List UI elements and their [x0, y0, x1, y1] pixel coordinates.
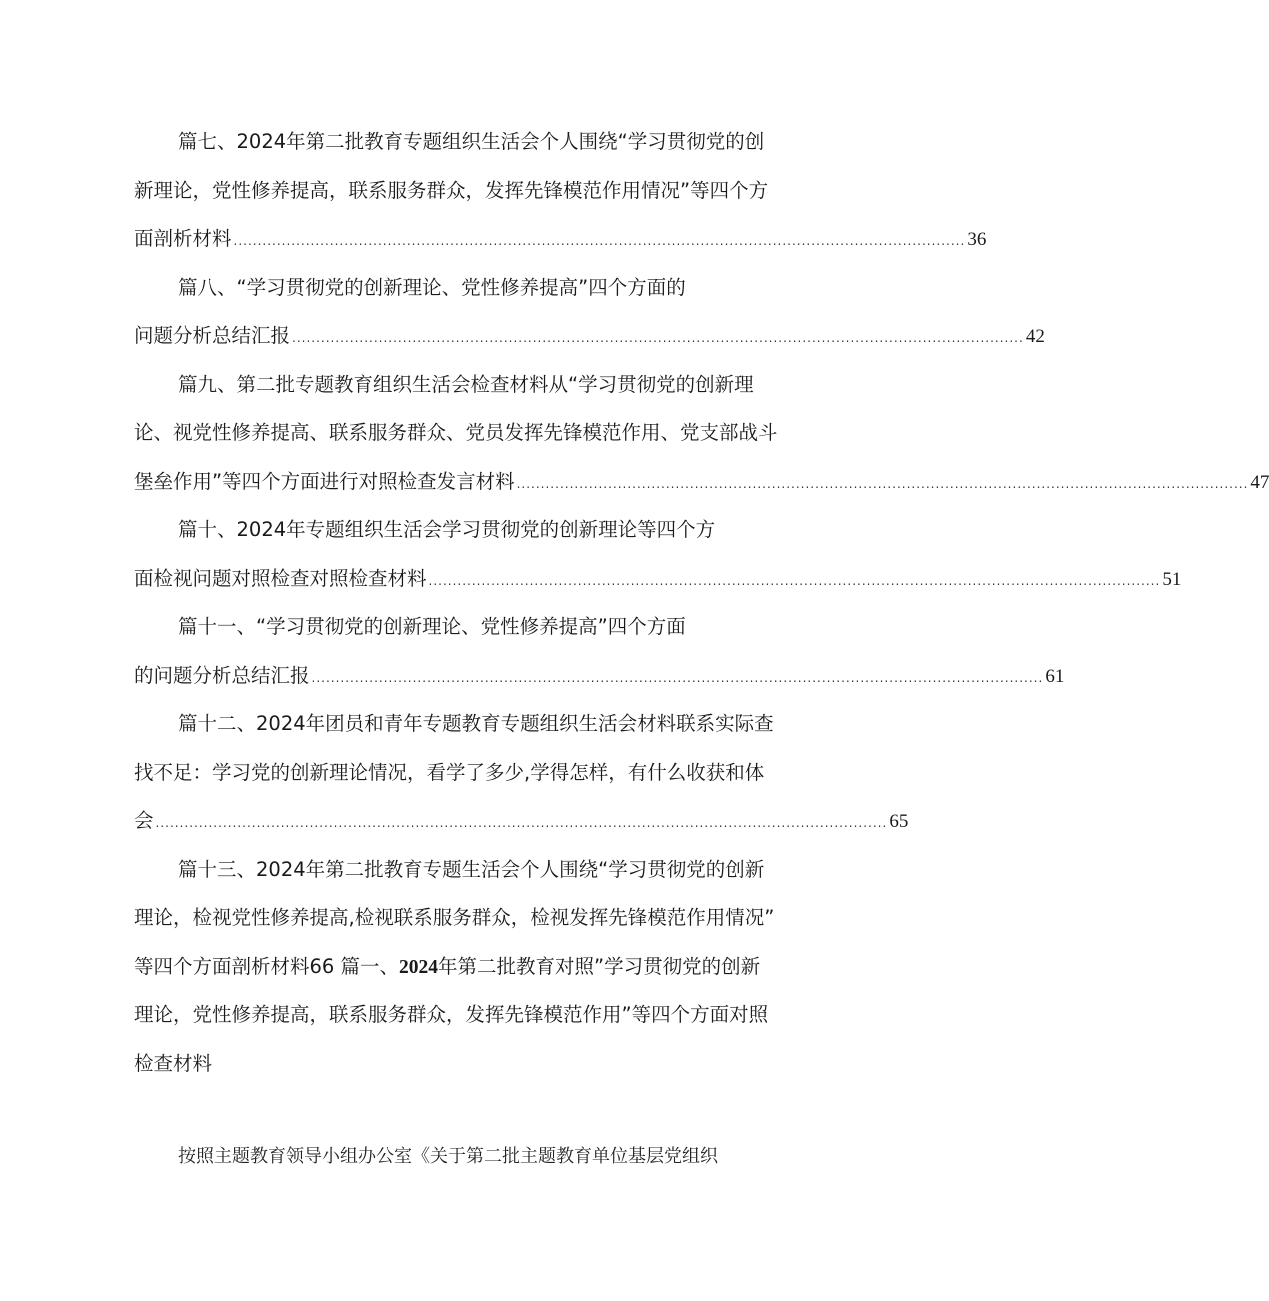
toc-leader-dots: ........................................................................................................................................................	[292, 331, 1024, 345]
toc-entry-8-line-1[interactable]: 篇八、“学习贯彻党的创新理论、党性修养提高”四个方面的	[178, 275, 686, 299]
toc-leader-dots: ........................................................................................................................................................	[516, 476, 1249, 491]
toc-entry-7-text-end: 面剖析材料	[134, 227, 232, 250]
toc-entry-8-line-2[interactable]	[134, 312, 1045, 361]
toc-entry-7-line-3[interactable]	[134, 215, 987, 264]
toc-entry-11-page: 61	[1045, 665, 1065, 687]
toc-leader-dots: ........................................................................................................................................................	[311, 670, 1044, 685]
toc-entry-13-line-4[interactable]: 理论，党性修养提高，联系服务群众，发挥先锋模范作用”等四个方面对照	[134, 1003, 769, 1026]
toc-entry-13-line-2[interactable]: 理论，检视党性修养提高,检视联系服务群众，检视发挥先锋模范作用情况”	[134, 906, 775, 929]
toc-entry-11-line-1[interactable]: 篇十一、“学习贯彻党的创新理论、党性修养提高”四个方面	[178, 615, 686, 638]
toc-entry-12-line-2[interactable]: 找不足：学习党的创新理论情况，看学了多少,学得怎样，有什么收获和体	[134, 760, 765, 784]
toc-entry-9-line-1[interactable]: 篇九、第二批专题教育组织生活会检查材料从“学习贯彻党的创新理	[178, 372, 754, 396]
toc-entry-11-line-2[interactable]	[134, 652, 1065, 701]
toc-entry-13-line-5[interactable]: 检查材料	[134, 1051, 213, 1075]
toc-entry-8-page: 42	[1025, 326, 1045, 347]
toc-entry-12-text-end: 会	[134, 809, 154, 832]
toc-entry-11-text-end: 的问题分析总结汇报	[134, 663, 310, 687]
toc-entry-7-page: 36	[967, 229, 987, 250]
toc-entry-7-line-1[interactable]: 篇七、2024年第二批教育专题组织生活会个人围绕“学习贯彻党的创	[178, 130, 765, 153]
toc-entry-12-line-1[interactable]: 篇十二、2024年团员和青年专题教育专题组织生活会材料联系实际查	[178, 712, 774, 735]
table-of-contents	[134, 118, 1269, 1088]
toc-entry-9-line-3[interactable]	[134, 458, 1269, 507]
body-paragraph: 按照主题教育领导小组办公室《关于第二批主题教育单位基层党组织	[178, 1146, 718, 1167]
toc-entry-8-text-end: 问题分析总结汇报	[134, 324, 291, 347]
toc-entry-12-page: 65	[889, 811, 909, 832]
toc-leader-dots: ........................................................................................................................................................	[155, 816, 888, 830]
toc-entry-13-line-3[interactable]	[134, 943, 790, 992]
toc-entry-10-line-2[interactable]	[134, 555, 1182, 604]
toc-entry-12-line-3[interactable]	[134, 797, 909, 846]
toc-entry-9-page: 47	[1250, 471, 1269, 493]
toc-entry-10-text-end: 面检视问题对照检查对照检查材料	[134, 566, 427, 590]
toc-entry-13-line-1[interactable]: 篇十三、2024年第二批教育专题生活会个人围绕“学习贯彻党的创新	[178, 857, 765, 881]
toc-entry-7-line-2[interactable]: 新理论，党性修养提高，联系服务群众，发挥先锋模范作用情况”等四个方	[134, 178, 769, 202]
toc-entry-13-line-3-part-a: 等四个方面剖析材料66 篇一、	[134, 954, 400, 978]
toc-entry-10-line-1[interactable]: 篇十、2024年专题组织生活会学习贯彻党的创新理论等四个方	[178, 518, 716, 541]
toc-leader-dots: ........................................................................................................................................................	[233, 234, 966, 248]
toc-entry-10-page: 51	[1162, 568, 1182, 590]
toc-entry-13-line-3-part-b: 年第二批教育对照”学习贯彻党的创新	[438, 954, 761, 978]
toc-entry-9-text-end: 堡垒作用”等四个方面进行对照检查发言材料	[134, 469, 515, 493]
toc-entry-13-line-3-bold-year: 2024	[399, 956, 439, 978]
toc-leader-dots: ........................................................................................................................................................	[428, 573, 1161, 588]
toc-entry-9-line-2[interactable]: 论、视党性修养提高、联系服务群众、党员发挥先锋模范作用、党支部战斗	[134, 421, 778, 444]
